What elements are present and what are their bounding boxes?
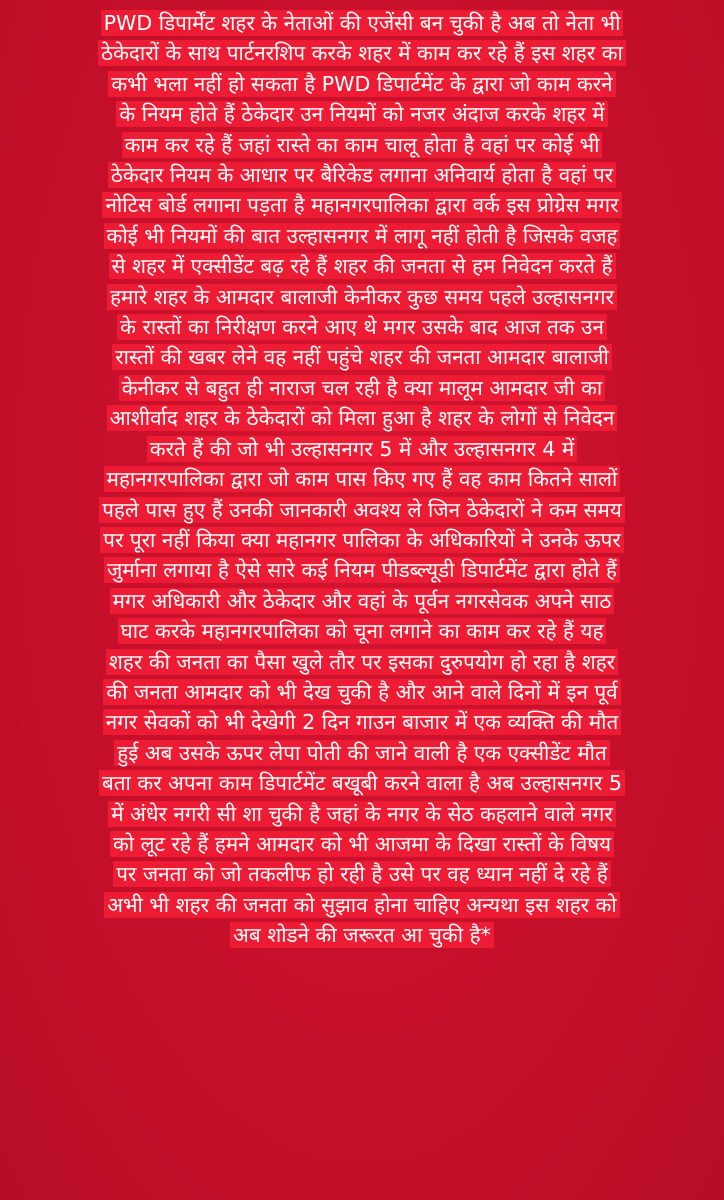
post-text-block [0,8,724,951]
highlighted-text: PWD डिपार्मेंट शहर के नेताओं की एजेंसी बन चुकी है अब तो नेता भी ठेकेदारों के साथ पार्टनरशिप करके शहर में काम कर रहे हैं इस शहर का कभी भला नहीं हो सकता है PWD डिपार्टमेंट के द्वारा जो काम करने के नियम होते हैं ठेकेदार उन नियमों को नजर अंदाज करके शहर में काम कर रहे हैं जहां रास्ते का काम चालू होता है वहां पर कोई भी ठेकेदार नियम के आधार पर बैरिकेड लगाना अनिवार्य होता है वहां पर नोटिस बोर्ड लगाना पड़ता है महानगरपालिका द्वारा वर्क इस प्रोग्रेस मगर कोई भी नियमों की बात उल्हासनगर में लागू नहीं होती है जिसके वजह से शहर में एक्सीडेंट बढ़ रहे हैं शहर की जनता से हम निवेदन करते हैं हमारे शहर के आमदार बालाजी केनीकर कुछ समय पहले उल्हासनगर के रास्तों का निरीक्षण करने आए थे मगर उसके बाद आज तक उन रास्तों की खबर लेने वह नहीं पहुंचे शहर की जनता आमदार बालाजी केनीकर से बहुत ही नाराज चल रही है क्या मालूम आमदार जी का आशीर्वाद शहर के ठेकेदारों को मिला हुआ है शहर के लोगों से निवेदन करते हैं की जो भी उल्हासनगर 5 में और उल्हासनगर 4 में महानगरपालिका द्वारा जो काम पास किए गए हैं वह काम कितने सालों पहले पास हुए हैं उनकी जानकारी अवश्य ले जिन ठेकेदारों ने कम समय पर पूरा नहीं किया क्या महानगर पालिका के अधिकारियों ने उनके ऊपर जुर्माना लगाया है ऐसे सारे कई नियम पीडब्ल्यूडी डिपार्टमेंट द्वारा होते हैं मगर अधिकारी और ठेकेदार और वहां के पूर्वन नगरसेवक अपने साठ घाट करके महानगरपालिका को चूना लगाने का काम कर रहे हैं यह शहर की जनता का पैसा खुले तौर पर इसका दुरुपयोग हो रहा है शहर की जनता आमदार को भी देख चुकी है और आने वाले दिनों में इन पूर्व नगर सेवकों को भी देखेगी 2 दिन गाउन बाजार में एक व्यक्ति की मौत हुई अब उसके ऊपर लेपा पोती की जाने वाली है एक एक्सीडेंट मौत बता कर अपना काम डिपार्टमेंट बखूबी करने वाला है अब उल्हासनगर 5 में अंधेर नगरी सी शा चुकी है जहां के नगर के सेठ कहलाने वाले नगर को लूट रहे हैं हमने आमदार को भी आजमा के दिखा रास्तों के विषय पर जनता को जो तकलीफ हो रही है उसे पर वह ध्यान नहीं दे रहे हैं अभी भी शहर की जनता को सुझाव होना चाहिए अन्यथा इस शहर को अब शोडने की जरूरत आ चुकी है* [98,10,626,948]
